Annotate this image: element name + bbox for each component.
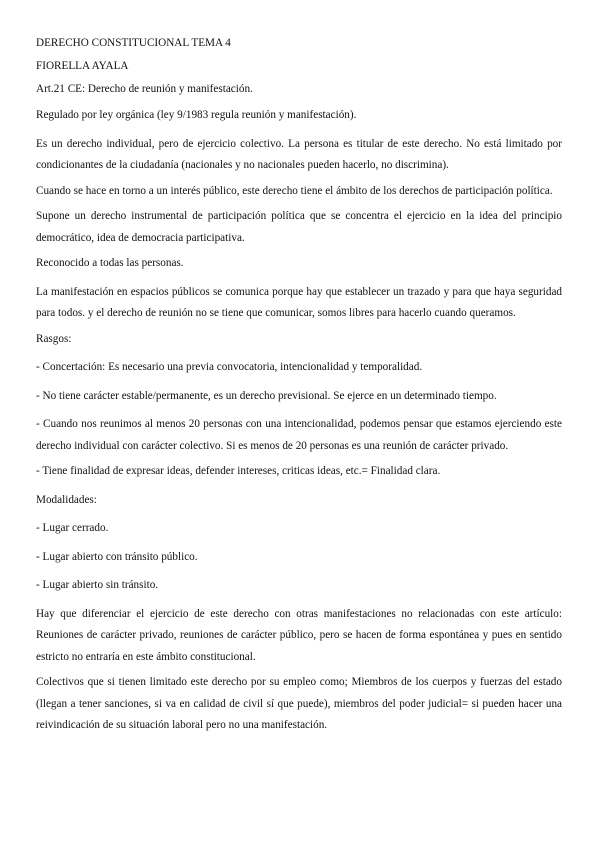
paragraph-recognized: Reconocido a todas las personas.	[36, 257, 184, 269]
list-item: - No tiene carácter estable/permanente, es un derecho previsional. Se ejerce en un determinado tiempo.	[36, 389, 497, 402]
list-item: - Concertación: Es necesario una previa convocatoria, intencionalidad y temporalidad.	[36, 361, 423, 373]
list-item: - Tiene finalidad de expresar ideas, defender intereses, criticas ideas, etc.= Finalidad clara.	[36, 465, 441, 477]
list-item: - Lugar cerrado.	[36, 522, 109, 534]
section-heading-modalidades: Modalidades:	[36, 493, 97, 506]
paragraph-public-interest: Cuando se hace en torno a un interés público, este derecho tiene el ámbito de los derechos de participación política.	[36, 184, 553, 197]
list-item: - Cuando nos reunimos al menos 20 personas con una intencionalidad, podemos pensar que estamos ejerciendo este derecho individual con carácter colectivo. Si es menos de 20 personas es una reunión de carácter privado.	[36, 418, 562, 452]
paragraph-differentiate: Hay que diferenciar el ejercicio de este derecho con otras manifestaciones no relacionadas con este artículo: Reuniones de carácter privado, reuniones de carácter público, pero se hacen de forma espontánea y pues en sentido estricto no entraría en este ámbito constitucional.	[36, 607, 562, 663]
document-title: DERECHO CONSTITUCIONAL TEMA 4	[36, 37, 231, 49]
list-item: - Lugar abierto sin tránsito.	[36, 579, 159, 591]
paragraph-individual-right: Es un derecho individual, pero de ejercicio colectivo. La persona es titular de este derecho. No está limitado por condicionantes de la ciudadanía (nacionales y no nacionales pueden hacerlo, no discrimina).	[36, 137, 562, 171]
article-heading: Art.21 CE: Derecho de reunión y manifestación.	[36, 83, 253, 95]
paragraph-limited-groups: Colectivos que si tienen limitado este derecho por su empleo como; Miembros de los cuerpos y fuerzas del estado (llegan a tener sanciones, si va en calidad de civil sí que puede), miembros del poder judicial= si pueden hacer una reivindicación de su situación laboral pero no una manifestación.	[36, 676, 562, 731]
list-item: - Lugar abierto con tránsito público.	[36, 550, 198, 563]
paragraph-instrumental-right: Supone un derecho instrumental de participación política que se concentra el ejercicio en la idea del principio democrático, idea de democracia participativa.	[36, 210, 562, 244]
section-heading-rasgos: Rasgos:	[36, 332, 72, 345]
paragraph-public-spaces: La manifestación en espacios públicos se comunica porque hay que establecer un trazado y para que haya seguridad para todos. y el derecho de reunión no se tiene que comunicar, somos libres para hacerlo cuando queramos.	[36, 285, 562, 319]
paragraph-regulation: Regulado por ley orgánica (ley 9/1983 regula reunión y manifestación).	[36, 109, 357, 121]
author-name: FIORELLA AYALA	[36, 60, 129, 72]
